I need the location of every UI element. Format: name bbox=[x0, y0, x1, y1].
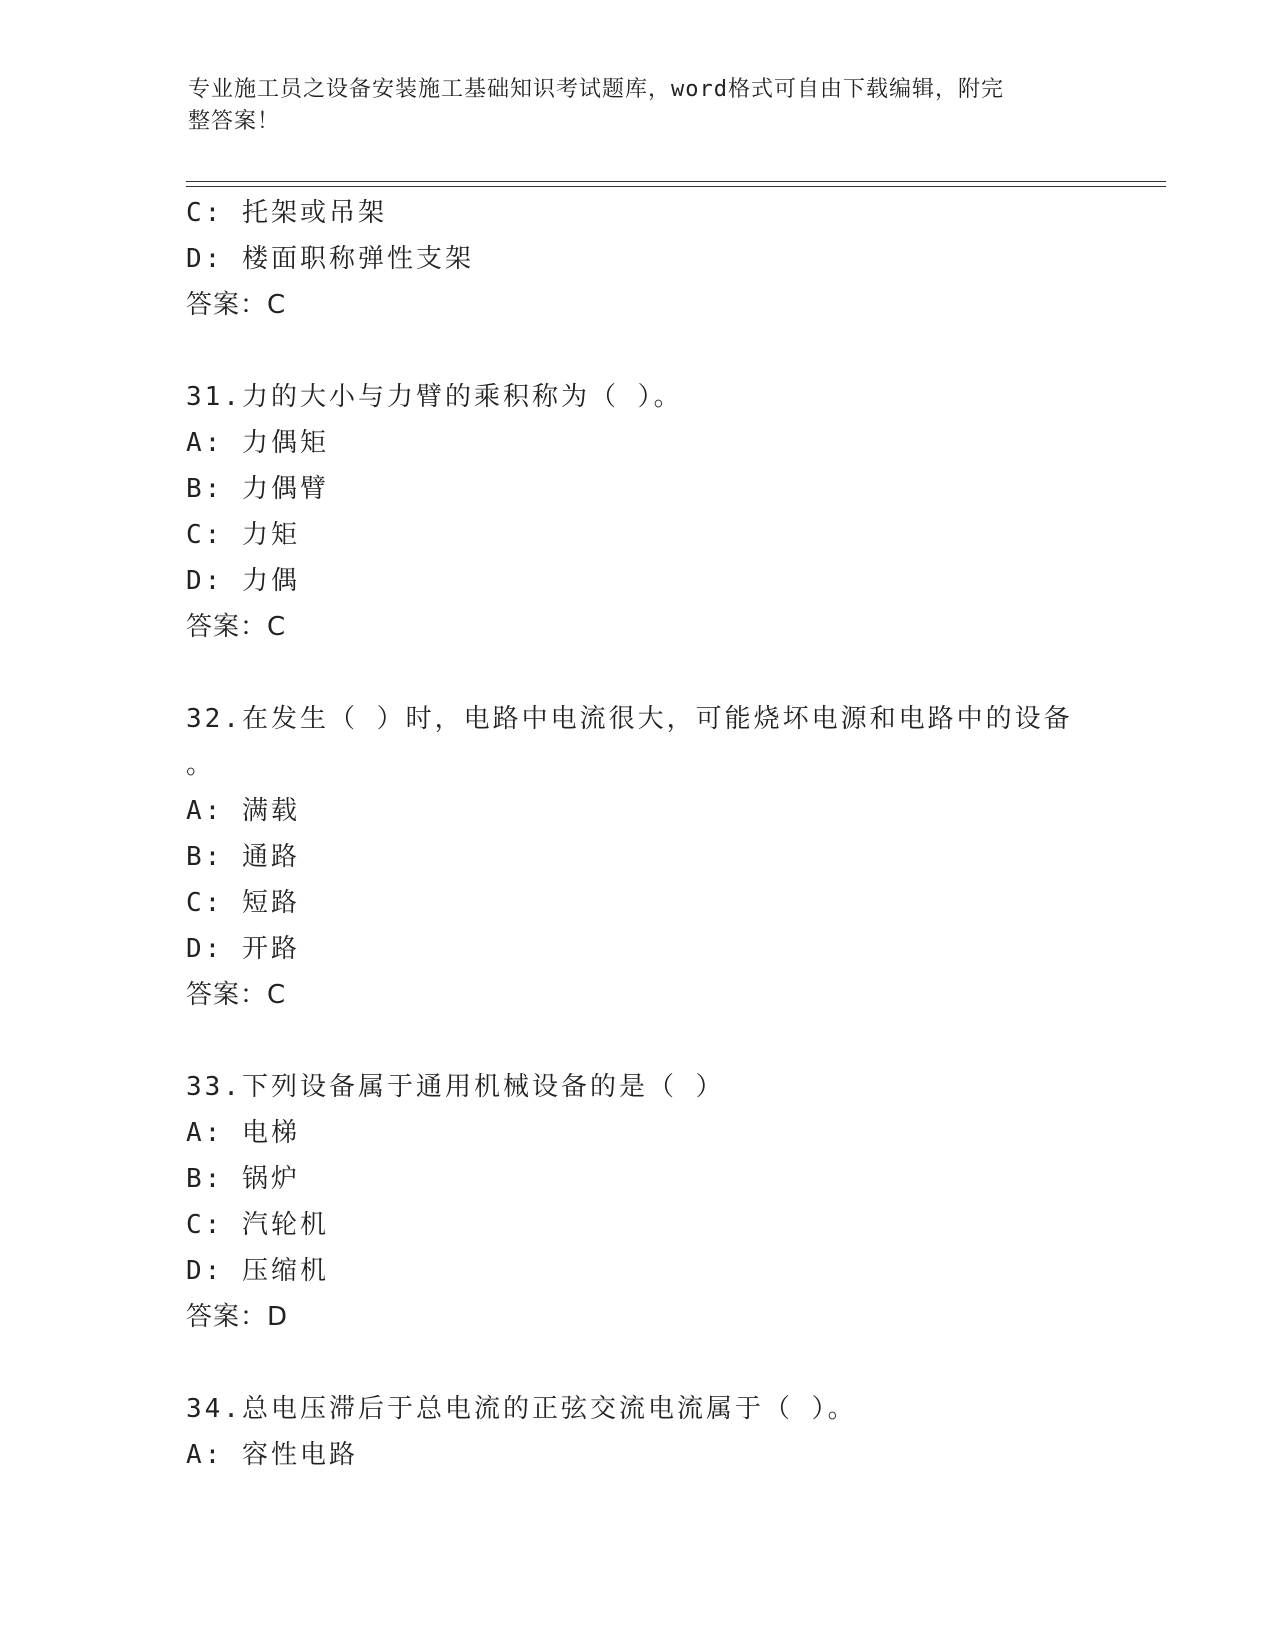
question-stem: 31.力的大小与力臂的乘积称为（ ）。 bbox=[186, 382, 683, 412]
option-text: 电梯 bbox=[241, 1118, 300, 1148]
question-stem: 33.下列设备属于通用机械设备的是（ ） bbox=[186, 1072, 725, 1102]
option-letter: B: bbox=[186, 842, 224, 872]
option-line bbox=[186, 880, 1086, 926]
option-text: 短路 bbox=[241, 888, 300, 918]
option-line bbox=[186, 420, 1086, 466]
option-letter: C: bbox=[186, 888, 224, 918]
option-line bbox=[186, 1156, 1086, 1202]
option-text: 开路 bbox=[241, 934, 300, 964]
option-text: 锅炉 bbox=[241, 1164, 300, 1194]
option-text: 力矩 bbox=[241, 520, 300, 550]
question-stem-continuation: 。 bbox=[186, 750, 216, 780]
spacer bbox=[186, 650, 1086, 696]
header-title-line-2: 整答案！ bbox=[188, 109, 281, 134]
option-letter: D: bbox=[186, 566, 224, 596]
option-letter: A: bbox=[186, 1440, 224, 1470]
page-header bbox=[188, 74, 1068, 138]
option-letter: C: bbox=[186, 520, 224, 550]
option-line bbox=[186, 512, 1086, 558]
option-letter: D: bbox=[186, 1256, 224, 1286]
option-text: 容性电路 bbox=[241, 1440, 358, 1470]
option-text: 通路 bbox=[241, 842, 300, 872]
option-line bbox=[186, 926, 1086, 972]
option-text: 汽轮机 bbox=[241, 1210, 329, 1240]
answer-line: 答案：C bbox=[186, 290, 287, 320]
option-text: 力偶 bbox=[241, 566, 300, 596]
option-letter: D: bbox=[186, 934, 224, 964]
option-letter: A: bbox=[186, 796, 224, 826]
header-divider-top bbox=[186, 181, 1166, 182]
option-text: 楼面职称弹性支架 bbox=[241, 244, 474, 274]
header-title-line-1: 专业施工员之设备安装施工基础知识考试题库，word格式可自由下载编辑，附完 bbox=[188, 77, 1004, 102]
answer-line: 答案：C bbox=[186, 980, 287, 1010]
option-letter: C: bbox=[186, 198, 224, 228]
spacer bbox=[186, 328, 1086, 374]
option-line bbox=[186, 1202, 1086, 1248]
option-letter: A: bbox=[186, 428, 224, 458]
option-letter: C: bbox=[186, 1210, 224, 1240]
answer-line: 答案：D bbox=[186, 1302, 289, 1332]
header-divider-bottom bbox=[186, 186, 1166, 187]
question-stem: 32.在发生（ ）时，电路中电流很大，可能烧坏电源和电路中的设备 bbox=[186, 704, 1073, 734]
option-text: 托架或吊架 bbox=[241, 198, 387, 228]
option-line bbox=[186, 190, 1086, 236]
spacer bbox=[186, 1340, 1086, 1386]
option-line bbox=[186, 1248, 1086, 1294]
option-letter: B: bbox=[186, 474, 224, 504]
option-text: 力偶臂 bbox=[241, 474, 329, 504]
option-line bbox=[186, 1432, 1086, 1478]
option-line bbox=[186, 834, 1086, 880]
option-letter: B: bbox=[186, 1164, 224, 1194]
question-stem: 34.总电压滞后于总电流的正弦交流电流属于（ ）。 bbox=[186, 1394, 857, 1424]
spacer bbox=[186, 1018, 1086, 1064]
option-line bbox=[186, 558, 1086, 604]
question-list bbox=[186, 190, 1086, 1478]
option-line bbox=[186, 788, 1086, 834]
option-line bbox=[186, 236, 1086, 282]
option-text: 力偶矩 bbox=[241, 428, 329, 458]
option-line bbox=[186, 466, 1086, 512]
answer-line: 答案：C bbox=[186, 612, 287, 642]
option-text: 压缩机 bbox=[241, 1256, 329, 1286]
option-text: 满载 bbox=[241, 796, 300, 826]
option-letter: A: bbox=[186, 1118, 224, 1148]
option-letter: D: bbox=[186, 244, 224, 274]
option-line bbox=[186, 1110, 1086, 1156]
